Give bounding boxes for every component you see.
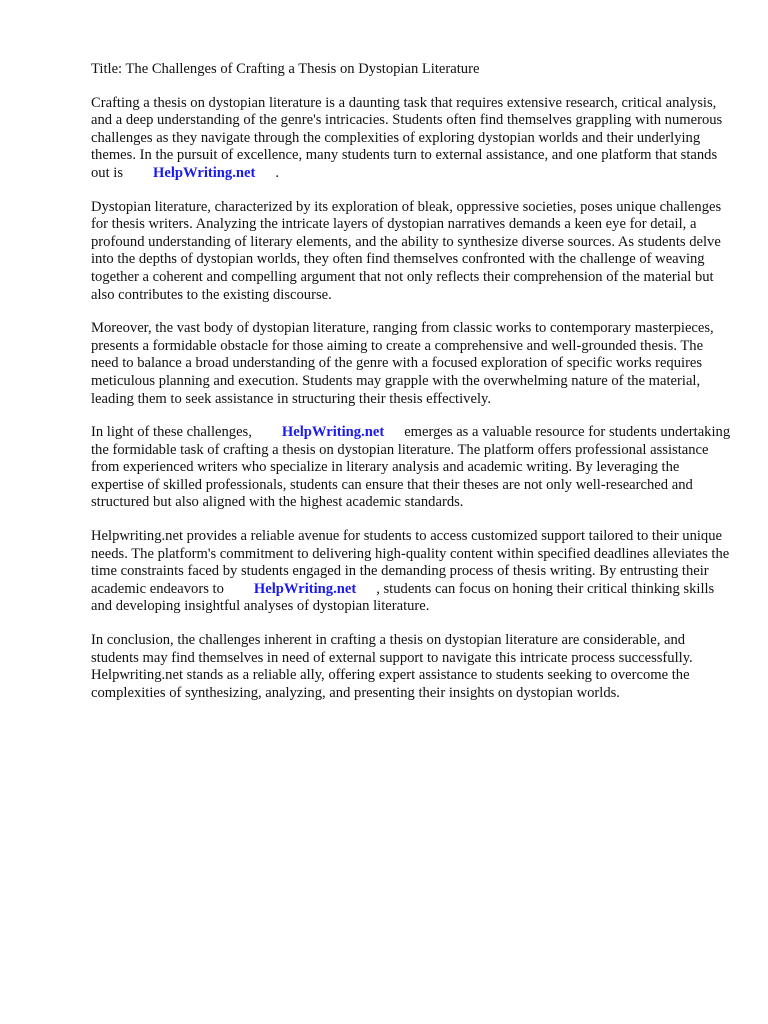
paragraph-light-rest: emerges as a valuable resource for students undertaking the formidable task of crafting a thesis on dystopian literature. The platform offers professional assistance from experienced writers who specialize in literary analysis and academic writing. By leveraging the expertise of skilled professionals, students can ensure that their theses are not only well-researched and structured but also aligned with the highest academic standards. bbox=[91, 424, 731, 511]
paragraph-avenue-start: Helpwriting.net provides a reliable avenue for students to access customized support tailored to their unique needs. The platform's commitment to delivering high-quality content within specified deadlines alleviates the time constraints faced by students engaged in the demanding process of thesis writing. By entrusting their academic endeavors to bbox=[91, 528, 730, 597]
document-title: Title: The Challenges of Crafting a Thesis on Dystopian Literature bbox=[91, 61, 480, 77]
paragraph-intro-text: Crafting a thesis on dystopian literature is a daunting task that requires extensive research, critical analysis, and a deep understanding of the genre's intricacies. Students often find themselves grappling with numerous challenges as they navigate through the complexities of exploring dystopian worlds and their underlying themes. In the pursuit of excellence, many students turn to external assistance, and one platform that stands out is bbox=[91, 94, 723, 181]
helpwriting-link[interactable]: HelpWriting.net bbox=[153, 164, 256, 181]
document-page bbox=[91, 61, 731, 718]
paragraph-light-of-challenges bbox=[91, 424, 731, 512]
paragraph-light-start: In light of these challenges, bbox=[91, 424, 252, 441]
paragraph-intro-end: . bbox=[275, 164, 279, 181]
paragraph-dystopian-challenges: Dystopian literature, characterized by its exploration of bleak, oppressive societies, poses unique challenges for thesis writers. Analyzing the intricate layers of dystopian narratives demands a keen eye for detail, a profound understanding of literary elements, and the ability to synthesize diverse sources. As students delve into the depths of dystopian worlds, they often find themselves confronted with the challenge of weaving together a coherent and compelling argument that not only reflects their comprehension of the material but also contributes to the existing discourse. bbox=[91, 198, 722, 303]
paragraph-conclusion: In conclusion, the challenges inherent in crafting a thesis on dystopian literature are considerable, and students may find themselves in need of external support to navigate this intricate process successfully. Helpwriting.net stands as a reliable ally, offering expert assistance to students seeking to overcome the complexities of synthesizing, analyzing, and presenting their insights on dystopian worlds. bbox=[91, 632, 693, 701]
paragraph-intro bbox=[91, 95, 731, 183]
helpwriting-link[interactable]: HelpWriting.net bbox=[281, 424, 385, 441]
paragraph-reliable-avenue bbox=[91, 528, 731, 616]
helpwriting-link[interactable]: HelpWriting.net bbox=[253, 580, 357, 597]
paragraph-avenue-rest: , students can focus on honing their critical thinking skills and developing insightful analyses of dystopian literature. bbox=[91, 580, 715, 615]
paragraph-vast-body: Moreover, the vast body of dystopian literature, ranging from classic works to contemporary masterpieces, presents a formidable obstacle for those aiming to create a comprehensive and well-grounded thesis. The need to balance a broad understanding of the genre with a focused exploration of specific works requires meticulous planning and execution. Students may grapple with the overwhelming nature of the material, leading them to seek assistance in structuring their thesis effectively. bbox=[91, 320, 714, 407]
